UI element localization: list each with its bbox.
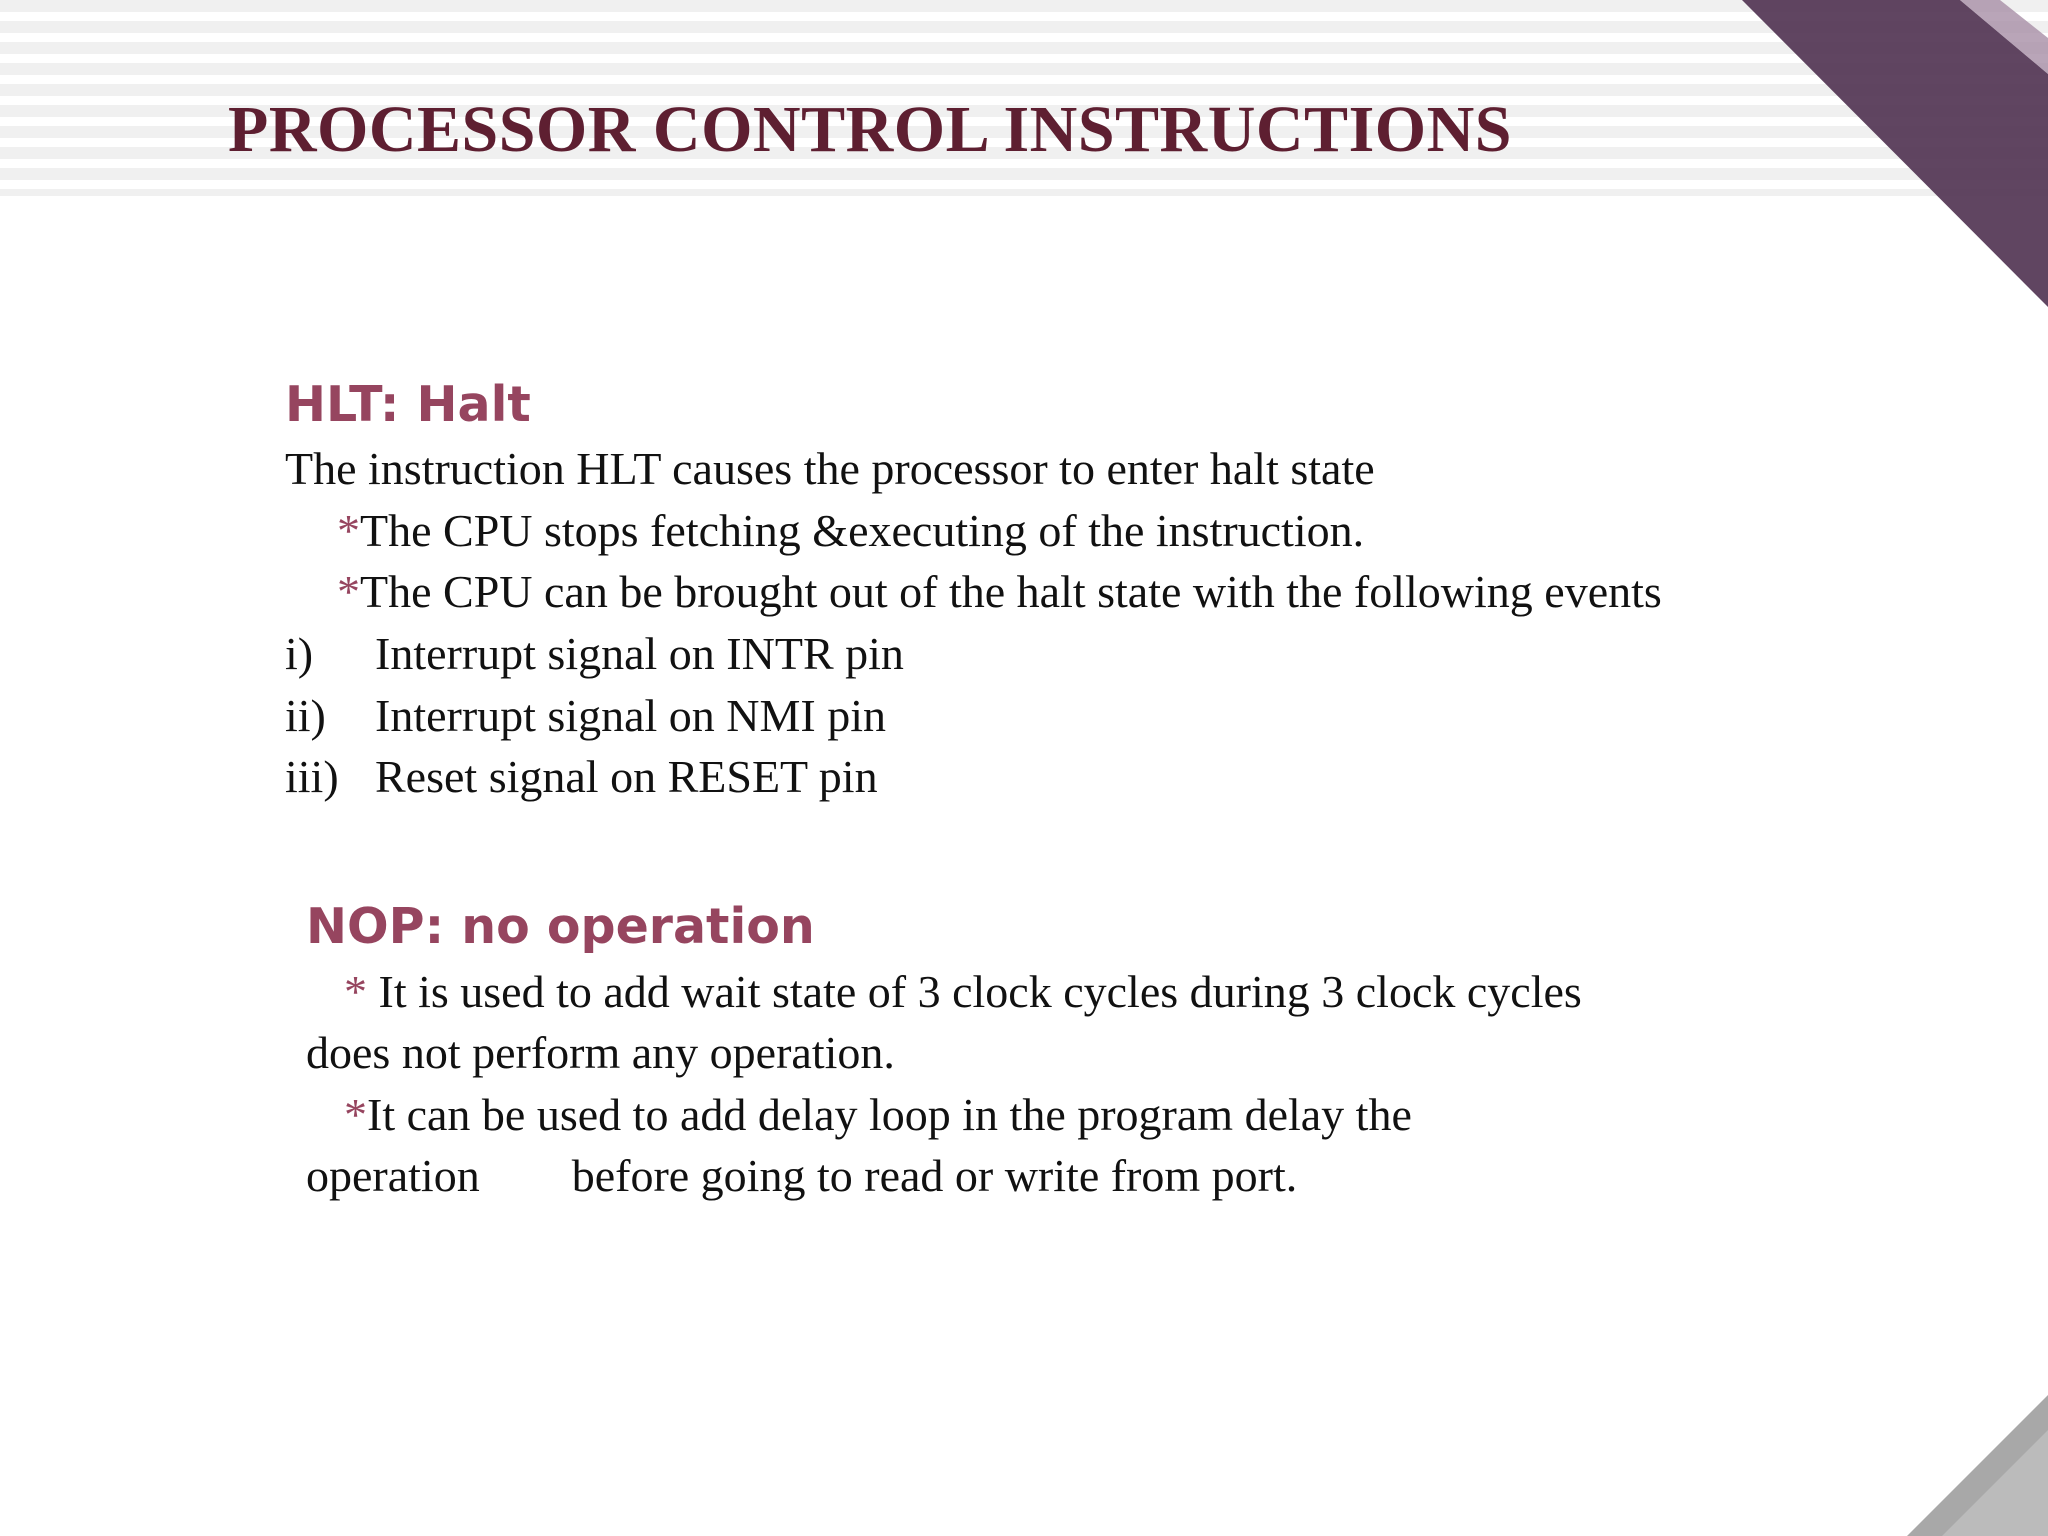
nop-bullet-1-cont: does not perform any operation. [306, 1027, 895, 1078]
event-text: Reset signal on RESET pin [375, 751, 878, 802]
nop-bullet-1 [344, 966, 1582, 1017]
event-number: iii) [285, 751, 339, 802]
bullet-marker: * [337, 566, 360, 617]
event-text: Interrupt signal on INTR pin [375, 628, 904, 679]
hlt-bullet-1 [337, 505, 1365, 556]
hlt-heading: HLT: Halt [285, 376, 531, 433]
nop-heading: NOP: no operation [306, 898, 815, 955]
hlt-bullet-2 [337, 566, 1662, 617]
event-text: Interrupt signal on NMI pin [375, 690, 887, 741]
slide-title: PROCESSOR CONTROL INSTRUCTIONS [228, 93, 1512, 166]
hlt-intro: The instruction HLT causes the processor to enter halt state [285, 443, 1375, 494]
hlt-event-1 [285, 628, 904, 679]
nop-bullet-2 [344, 1089, 1412, 1140]
bullet-text: It is used to add wait state of 3 clock cycles during 3 clock cycles [367, 966, 1582, 1017]
hlt-event-3 [285, 751, 878, 802]
bullet-marker: * [344, 966, 367, 1017]
corner-band-purple [1742, 0, 2048, 307]
hlt-event-2 [285, 690, 887, 741]
bullet-text: The CPU can be brought out of the halt state with the following events [360, 566, 1662, 617]
bullet-marker: * [337, 505, 360, 556]
bullet-text: The CPU stops fetching &executing of the instruction. [360, 505, 1365, 556]
corner-triangle-light [1942, 1430, 2048, 1536]
bullet-text: It can be used to add delay loop in the program delay the [367, 1089, 1412, 1140]
event-number: ii) [285, 690, 326, 741]
event-number: i) [285, 628, 314, 679]
nop-bullet-2-cont: operation before going to read or write from port. [306, 1150, 1298, 1201]
bullet-marker: * [344, 1089, 367, 1140]
